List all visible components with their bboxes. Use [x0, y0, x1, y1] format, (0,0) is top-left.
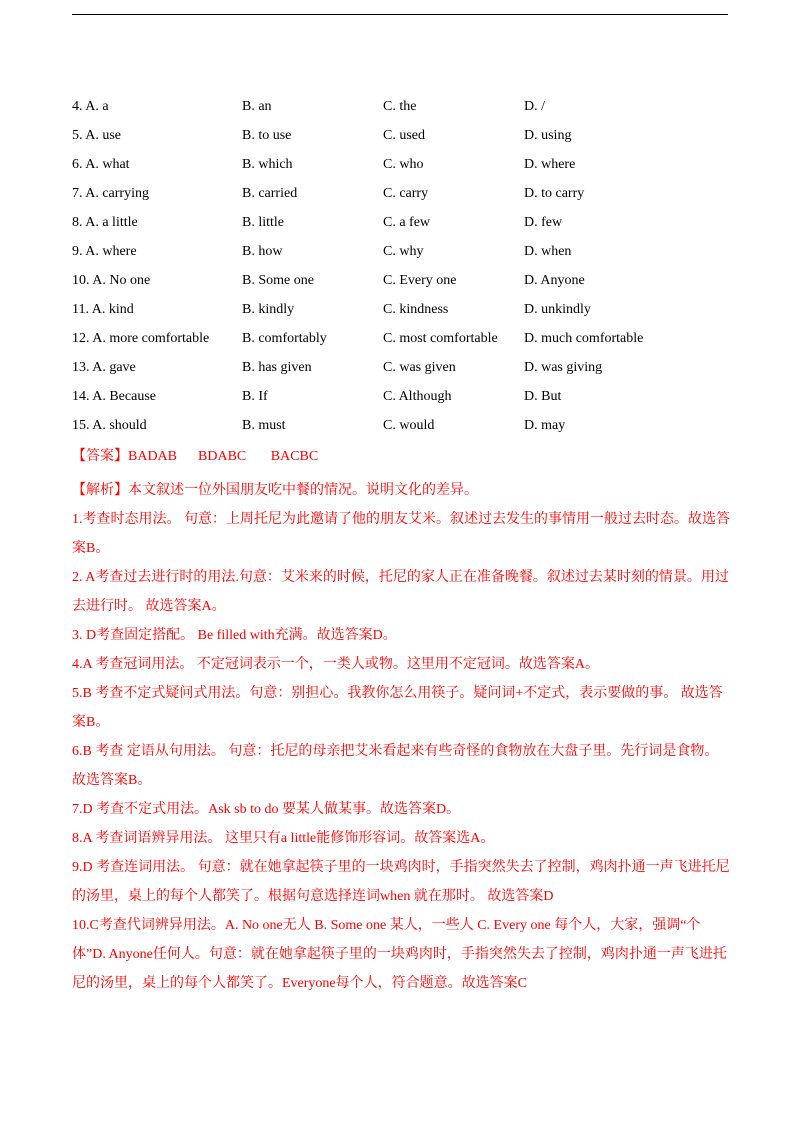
option-a: 12. A. more comfortable — [72, 331, 210, 346]
option-c: C. would — [383, 418, 435, 433]
option-d: D. was giving — [524, 360, 603, 375]
option-b: B. comfortably — [242, 331, 327, 346]
option-row — [72, 241, 732, 270]
option-c: C. why — [383, 244, 424, 259]
option-a: 11. A. kind — [72, 302, 134, 317]
option-row — [72, 183, 732, 212]
answer-key: 【答案】BADAB BDABC BACBC — [72, 449, 319, 464]
option-row — [72, 154, 732, 183]
option-b: B. has given — [242, 360, 312, 375]
option-row — [72, 386, 732, 415]
option-b: B. Some one — [242, 273, 314, 288]
option-a: 10. A. No one — [72, 273, 151, 288]
analysis-item-3: 3. D考查固定搭配。 Be filled with充满。故选答案D。 — [72, 628, 397, 643]
option-a: 15. A. should — [72, 418, 147, 433]
option-d: D. when — [524, 244, 572, 259]
option-c: C. a few — [383, 215, 431, 230]
option-d: D. to carry — [524, 186, 585, 201]
option-c: C. used — [383, 128, 425, 143]
option-row — [72, 357, 732, 386]
option-b: B. carried — [242, 186, 298, 201]
option-b: B. little — [242, 215, 284, 230]
option-c: C. who — [383, 157, 424, 172]
analysis-item-1: 1.考查时态用法。 句意：上周托尼为此邀请了他的朋友艾米。叙述过去发生的事情用一般过去时态。故选答案B。 — [72, 512, 730, 556]
option-a: 6. A. what — [72, 157, 130, 172]
option-b: B. an — [242, 99, 272, 114]
option-d: D. where — [524, 157, 576, 172]
option-c: C. most comfortable — [383, 331, 498, 346]
option-d: D. unkindly — [524, 302, 591, 317]
option-c: C. Although — [383, 389, 452, 404]
analysis-item-6: 6.B 考查 定语从句用法。 句意：托尼的母亲把艾米看起来有些奇怪的食物放在大盘子里。先行词是食物。 故选答案B。 — [72, 744, 719, 788]
option-row — [72, 270, 732, 299]
option-b: B. kindly — [242, 302, 295, 317]
option-row — [72, 328, 732, 357]
option-c: C. was given — [383, 360, 456, 375]
analysis-section — [72, 476, 734, 998]
option-b: B. how — [242, 244, 283, 259]
analysis-intro: 【解析】本文叙述一位外国朋友吃中餐的情况。说明文化的差异。 — [72, 483, 478, 498]
option-row — [72, 299, 732, 328]
option-a: 14. A. Because — [72, 389, 156, 404]
option-d: D. using — [524, 128, 572, 143]
option-b: B. must — [242, 418, 286, 433]
option-c: C. kindness — [383, 302, 449, 317]
option-b: B. If — [242, 389, 268, 404]
option-a: 7. A. carrying — [72, 186, 149, 201]
option-b: B. to use — [242, 128, 292, 143]
option-d: D. Anyone — [524, 273, 585, 288]
option-d: D. But — [524, 389, 562, 404]
analysis-item-10: 10.C考查代词辨异用法。A. No one无人 B. Some one 某人，一些人 C. Every one 每个人，大家，强调“个体”D. Anyone任何人。句意：就在她拿起筷子里的一块鸡肉时，手指突然失去了控制，鸡肉扑通一声飞进托尼的汤里，桌上的每个人都笑了。Everyone每个人，符合题意。故选答案C — [72, 918, 727, 991]
question-options — [72, 96, 732, 444]
analysis-item-2: 2. A考查过去进行时的用法.句意：艾米来的时候，托尼的家人正在准备晚餐。叙述过去某时刻的情景。用过去进行时。 故选答案A。 — [72, 570, 729, 614]
option-a: 13. A. gave — [72, 360, 136, 375]
option-a: 4. A. a — [72, 99, 109, 114]
option-row — [72, 212, 732, 241]
option-a: 9. A. where — [72, 244, 137, 259]
option-d: D. much comfortable — [524, 331, 644, 346]
option-b: B. which — [242, 157, 293, 172]
analysis-item-8: 8.A 考查词语辨异用法。 这里只有a little能修饰形容词。故答案选A。 — [72, 831, 495, 846]
option-a: 8. A. a little — [72, 215, 138, 230]
analysis-item-9: 9.D 考查连词用法。 句意：就在她拿起筷子里的一块鸡肉时，手指突然失去了控制，鸡肉扑通一声飞进托尼的汤里，桌上的每个人都笑了。根据句意选择连词when 就在那时。 故选答案D — [72, 860, 730, 904]
option-d: D. may — [524, 418, 566, 433]
option-c: C. Every one — [383, 273, 457, 288]
option-a: 5. A. use — [72, 128, 121, 143]
option-c: C. the — [383, 99, 417, 114]
option-d: D. few — [524, 215, 563, 230]
option-row — [72, 96, 732, 125]
option-c: C. carry — [383, 186, 429, 201]
analysis-item-5: 5.B 考查不定式疑问式用法。句意：别担心。我教你怎么用筷子。疑问词+不定式，表示要做的事。 故选答案B。 — [72, 686, 723, 730]
analysis-item-4: 4.A 考查冠词用法。 不定冠词表示一个，一类人或物。这里用不定冠词。故选答案A。 — [72, 657, 599, 672]
header-rule — [72, 14, 728, 15]
analysis-item-7: 7.D 考查不定式用法。Ask sb to do 要某人做某事。故选答案D。 — [72, 802, 461, 817]
option-row — [72, 125, 732, 154]
option-row — [72, 415, 732, 444]
option-d: D. / — [524, 99, 545, 114]
